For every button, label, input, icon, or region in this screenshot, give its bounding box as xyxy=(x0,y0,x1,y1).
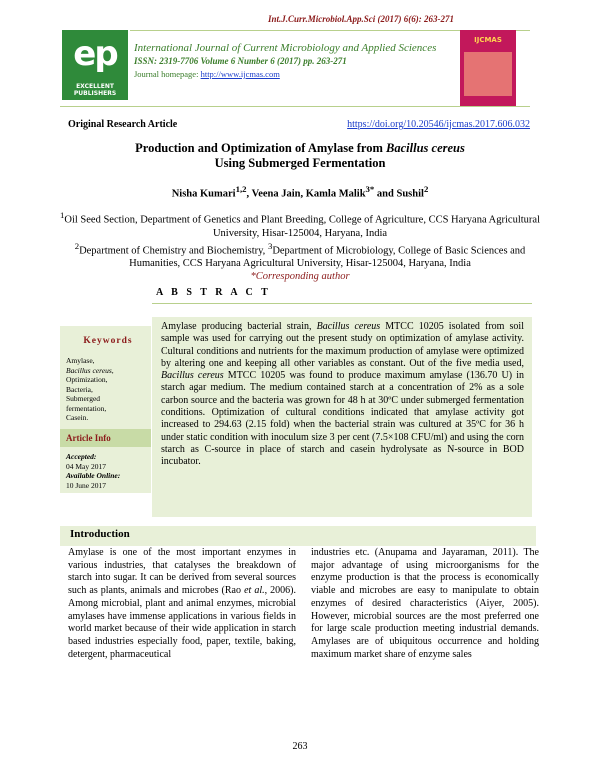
page-number: 263 xyxy=(292,741,308,752)
author-name: Kamla Malik xyxy=(305,188,366,200)
author-name: Veena Jain xyxy=(251,188,301,200)
author-sep: , xyxy=(300,188,306,200)
title-species: Bacillus cereus xyxy=(386,141,465,155)
keyword: Bacteria, xyxy=(66,384,93,394)
intro-column-right: industries etc. (Anupama and Jayaraman, 2011). The major advantage of using microorganisms for the enzyme production is that the process is economically viable and microbes are easy to manipulate to obtain enzymes of desired characteristics (Aiyer, 2005). However, microbial sources are the most preferred one for large scale production meeting industrial demands. Amylases are of ubiquitous occurrence and holding maximum market share of enzyme sales xyxy=(311,547,539,660)
intro-column-left xyxy=(68,547,296,661)
abstract-rule xyxy=(152,303,532,304)
publisher-logo xyxy=(62,30,128,100)
journal-homepage xyxy=(134,69,280,79)
intro-etal: et al. xyxy=(244,585,265,597)
doi-link[interactable]: https://doi.org/10.20546/ijcmas.2017.606.032 xyxy=(347,119,530,130)
abstract-part: Amylase producing bacterial strain, xyxy=(161,321,317,332)
title-line1: Production and Optimization of Amylase from xyxy=(135,141,387,155)
logo-caption: EXCELLENT PUBLISHERS xyxy=(73,83,117,97)
issn-line: ISSN: 2319-7706 Volume 6 Number 6 (2017) pp. 263-271 xyxy=(134,56,347,66)
intro-text: Amylase is one of the most important enzymes in various industries, that catalyses the breakdown of starch into sugar. It can be derived from several sources such as plants, animals and microbes (Rao xyxy=(68,547,296,597)
affiliation-2: Department of Chemistry and Biochemistry, xyxy=(79,245,268,256)
keyword: Submerged xyxy=(66,394,101,403)
intro-text: , 2006). Among microbial, plant and animal enzymes, microbial amylases have immense applications in various fields in world market because of their wide application in starch based industries especially food, paper, textile, baking, detergent, pharmaceutical xyxy=(68,585,297,660)
article-title xyxy=(60,141,540,171)
abstract-heading: A B S T R A C T xyxy=(156,287,271,298)
keyword: Bacillus cereus, xyxy=(66,365,114,375)
homepage-link[interactable]: http://www.ijcmas.com xyxy=(200,69,280,79)
abstract-part: MTCC 10205 isolated from soil sample was used for carrying out the present study on optimization of amylase activity. Cultural conditions and nutrients for the maximum production of amylase were optimized by altering one and keeping all other variables as constant. Out of the five media used, xyxy=(161,321,524,369)
online-date: 10 June 2017 xyxy=(66,480,106,490)
abstract-species: Bacillus cereus xyxy=(316,321,381,332)
journal-name: International Journal of Current Microbiology and Applied Sciences xyxy=(134,42,437,54)
author-list xyxy=(60,184,540,200)
article-info-heading: Article Info xyxy=(60,429,151,447)
corresponding-author: *Corresponding author xyxy=(250,271,350,282)
author-sep: and xyxy=(374,188,397,200)
title-line2: Using Submerged Fermentation xyxy=(214,156,386,170)
introduction-heading-bar xyxy=(60,526,536,546)
author-name: Nisha Kumari xyxy=(171,188,236,200)
article-type: Original Research Article xyxy=(68,119,178,130)
journal-cover-image xyxy=(460,30,516,106)
author-sup: 3* xyxy=(365,184,375,194)
affiliation-1: Oil Seed Section, Department of Genetics and Plant Breeding, College of Agriculture, CCS Haryana Agricultural University, Hisar-125004, Haryana, India xyxy=(64,214,540,239)
author-sup: 1,2 xyxy=(235,184,247,194)
keywords-list xyxy=(66,356,150,423)
keywords-heading: Keywords xyxy=(83,336,133,346)
logo-letters: ep xyxy=(73,34,117,74)
accepted-label: Accepted: xyxy=(66,452,97,461)
homepage-label: Journal homepage: xyxy=(134,69,201,79)
affiliation-3: Department of Microbiology, College of Basic Sciences and Humanities, CCS Haryana Agricultural University, Hisar-125004, Haryana, India xyxy=(129,245,526,269)
author-sep: , xyxy=(246,188,252,200)
keyword: fermentation, xyxy=(66,403,107,413)
article-info xyxy=(66,452,150,490)
abstract-text xyxy=(161,321,524,469)
abstract-part: MTCC 10205 was found to produce maximum amylase (136.70 U) in starch agar medium. The medium contained starch at a concentration of 2% as a sole carbon source and the bacteria was grown for 48 h at 30ºC under submerged fermentation conditions. Optimization of cultural conditions indicated that amylase activity got increased to 294.63 (2.15 fold) when the bacterial strain was cultured at 35ºC for 36 h under static condition with inoculum size 3 per cent (7.5×108 CFU/ml) and using the corn starch as C-source in place of starch and casein hydrolysate as N-source in BOD incubator. xyxy=(161,370,524,468)
abstract-species: Bacillus cereus xyxy=(161,370,224,382)
introduction-heading: Introduction xyxy=(70,528,130,540)
author-name: Sushil xyxy=(396,188,424,200)
keyword: Optimization, xyxy=(66,375,108,384)
affiliations: $^1$Oil Seed Section, Department of Genetics and Plant Breeding, College of Agriculture, CCS Haryana Agricultural University, Hisar-125004, Haryana, India $^2$Department of Chemistry and Biochemistry, $^3$Department of Microbiology, College of Basic Sciences and Humanities, CCS Haryana Agricultural University, Hisar-125004, Haryana, India *Corresponding author xyxy=(60,210,540,282)
header-rule-bottom xyxy=(60,106,530,107)
cover-artwork xyxy=(464,52,512,96)
online-label: Available Online: xyxy=(66,471,121,480)
keyword: Casein. xyxy=(66,413,89,422)
journal-citation: Int.J.Curr.Microbiol.App.Sci (2017) 6(6): 263-271 xyxy=(267,14,454,24)
author-sup: 2 xyxy=(423,184,429,194)
keyword: Amylase, xyxy=(66,356,95,365)
accepted-date: 04 May 2017 xyxy=(66,461,106,471)
cover-title: IJCMAS xyxy=(474,36,502,44)
